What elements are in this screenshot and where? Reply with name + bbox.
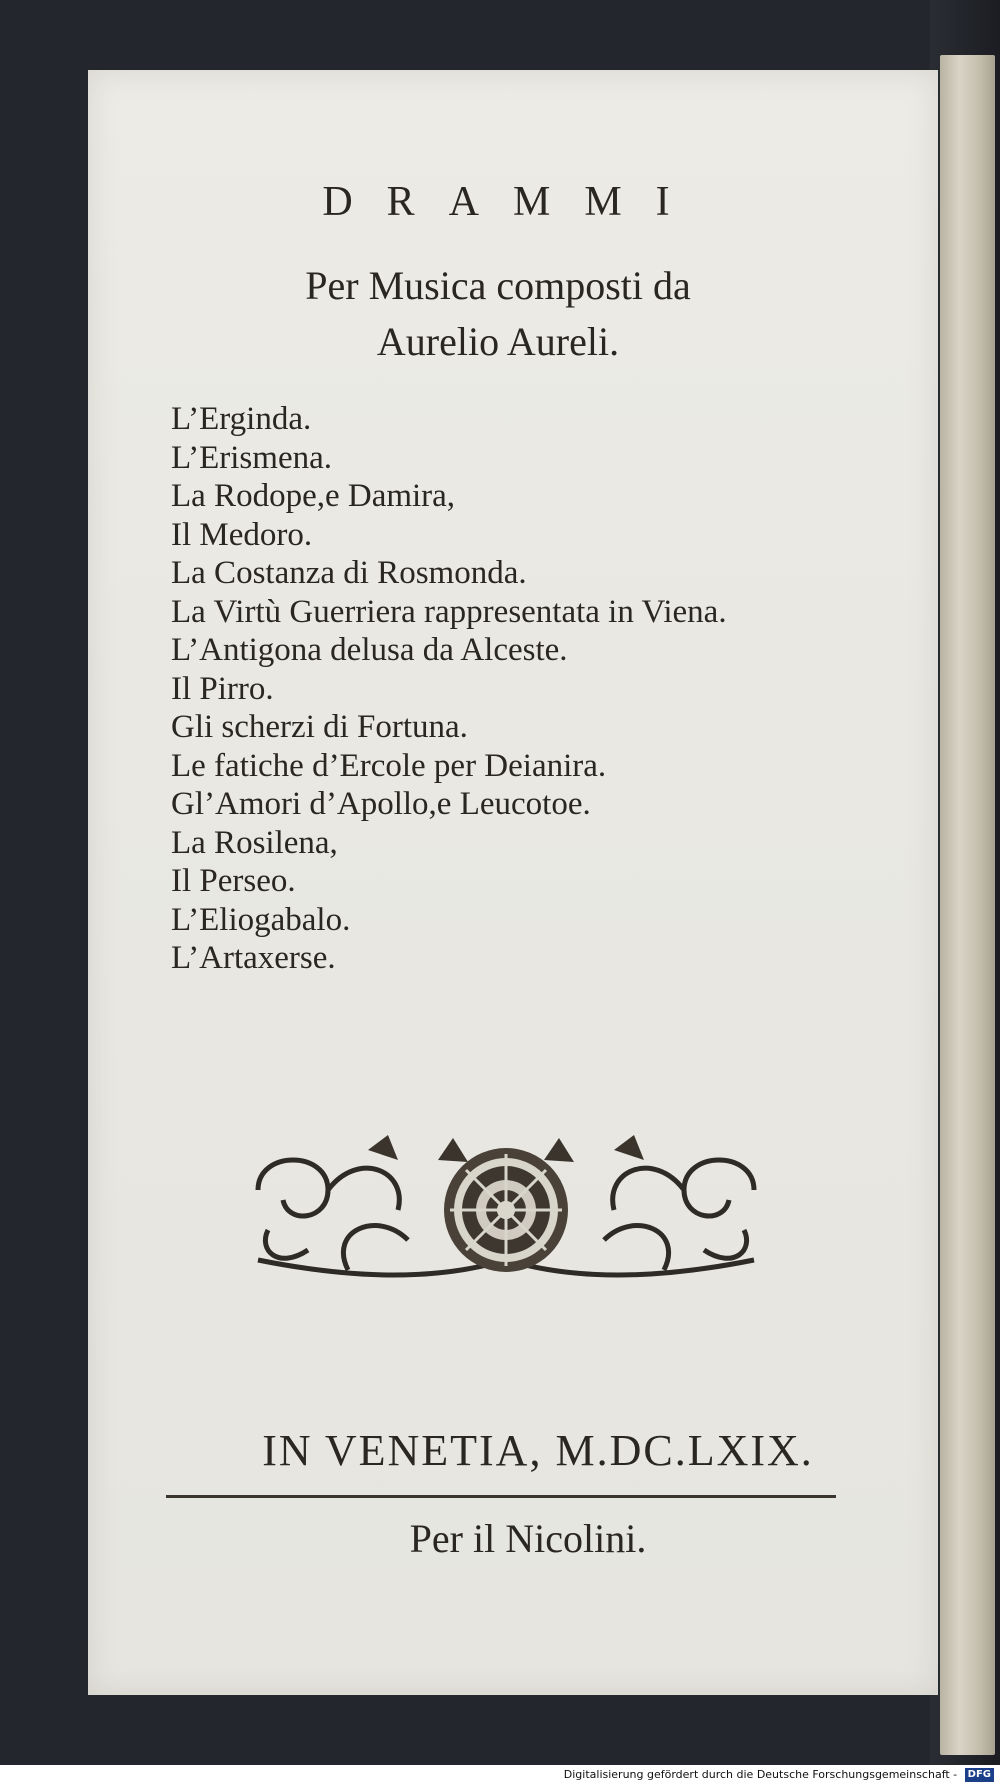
works-list [171, 400, 727, 978]
dfg-logo: DFG [965, 1768, 994, 1782]
digitization-footer [0, 1765, 1000, 1785]
list-item: Le fatiche d’Ercole per Deianira. [171, 747, 607, 784]
book-page [88, 70, 938, 1695]
list-item: Il Pirro. [171, 670, 274, 707]
list-item: Il Perseo. [171, 863, 296, 899]
footer-text: Digitalisierung gefördert durch die Deutsche Forschungsgemeinschaft - [563, 1768, 958, 1781]
list-item: La Costanza di Rosmonda. [171, 555, 527, 591]
list-item: La Rodope,e Damira, [171, 478, 456, 514]
list-item: L’Eliogabalo. [171, 901, 351, 938]
list-item: La Rosilena, [171, 824, 338, 861]
subheading-line-2: Aurelio Aureli. [376, 319, 620, 364]
printer-line: Per il Nicolini. [409, 1516, 647, 1561]
subheading-line-1: Per Musica composti da [305, 263, 691, 308]
horizontal-rule [166, 1495, 836, 1498]
page-subheading [238, 258, 758, 370]
page-heading: DRAMMI [322, 179, 704, 225]
list-item: L’Erginda. [171, 401, 312, 437]
list-item: L’Erismena. [171, 439, 332, 476]
list-item: Il Medoro. [171, 516, 313, 553]
list-item: L’Artaxerse. [171, 940, 336, 976]
floral-ornament [238, 1130, 774, 1290]
list-item: Gl’Amori d’Apollo,e Leucotoe. [171, 786, 591, 822]
list-item: L’Antigona delusa da Alceste. [171, 632, 568, 668]
imprint-line: IN VENETIA, M.DC.LXIX. [262, 1426, 814, 1475]
page-stack-edge [940, 55, 995, 1755]
list-item: Gli scherzi di Fortuna. [171, 709, 468, 745]
list-item: La Virtù Guerriera rappresentata in Viena. [171, 593, 727, 630]
